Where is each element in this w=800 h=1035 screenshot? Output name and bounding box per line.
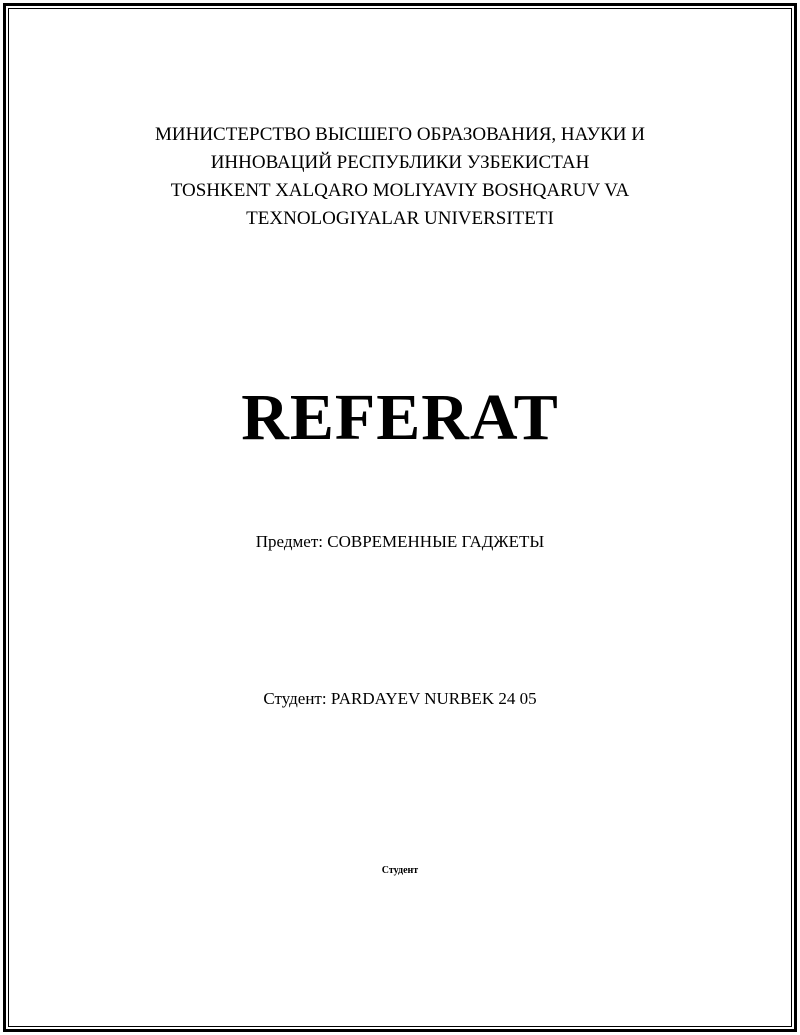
- header-line-ministry-1: МИНИСТЕРСТВО ВЫСШЕГО ОБРАЗОВАНИЯ, НАУКИ И: [155, 124, 645, 145]
- header-line-ministry-2: ИННОВАЦИЙ РЕСПУБЛИКИ УЗБЕКИСТАН: [210, 152, 590, 173]
- student-line: Студент: PARDAYEV NURBEK 24 05: [263, 689, 537, 708]
- subject-line: Предмет: СОВРЕМЕННЫЕ ГАДЖЕТЫ: [255, 532, 545, 551]
- header-line-university-1: TOSHKENT XALQARO MOLIYAVIY BOSHQARUV VA: [170, 180, 630, 201]
- institution-header: [0, 121, 800, 233]
- document-title: REFERAT: [241, 381, 559, 454]
- footer-student-label: Студент: [381, 865, 419, 876]
- header-line-university-2: TEXNOLOGIYALAR UNIVERSITETI: [246, 208, 554, 229]
